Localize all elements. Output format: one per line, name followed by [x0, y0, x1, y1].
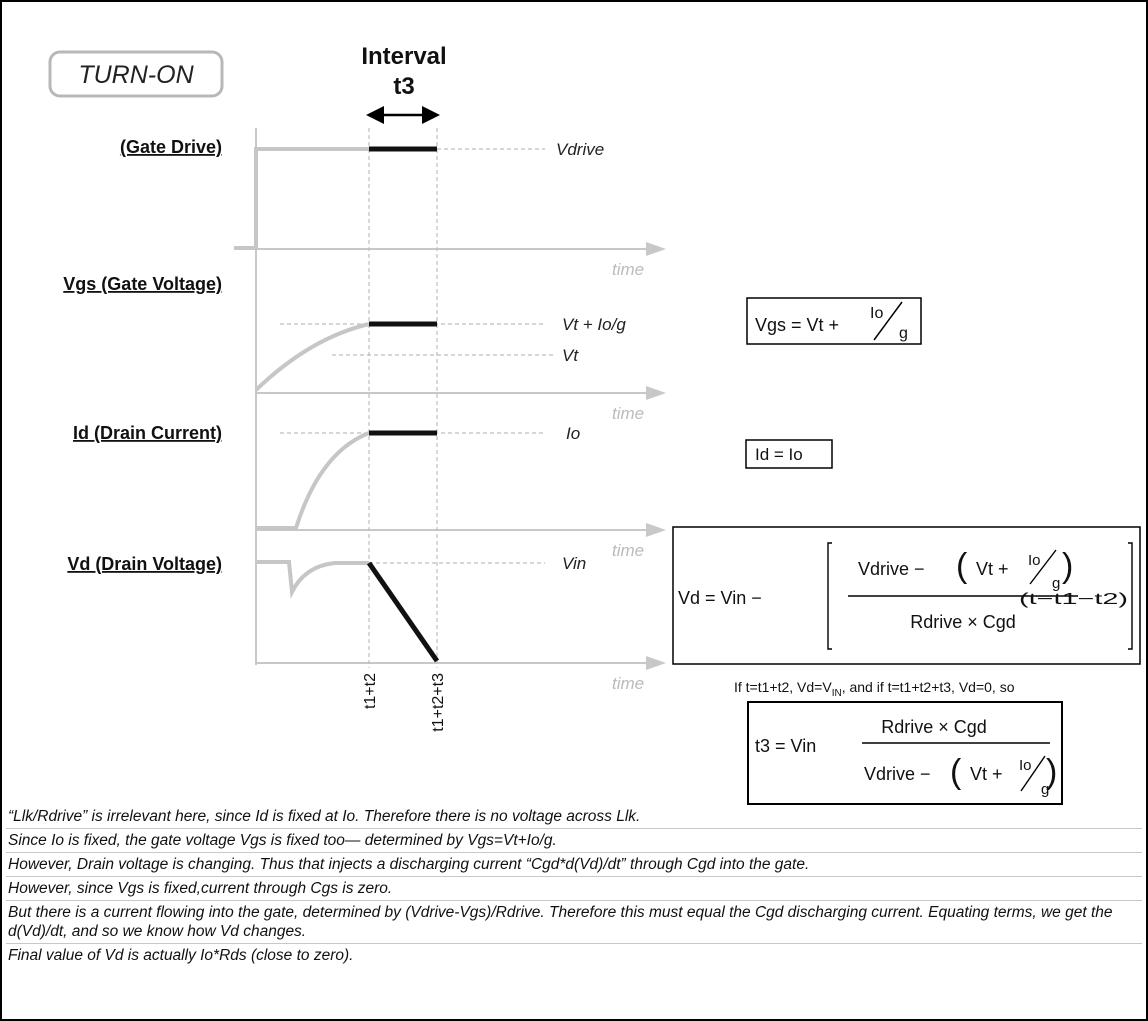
time-axis-3	[256, 523, 666, 537]
eq-t3-paren-open: (	[950, 753, 962, 791]
explanation-notes	[6, 805, 1142, 967]
time-label-4: time	[612, 674, 645, 693]
label-vgs: Vgs (Gate Voltage)	[63, 274, 222, 294]
equation-vgs	[747, 298, 921, 344]
level-label-vin: Vin	[562, 554, 587, 573]
time-label-2: time	[612, 404, 645, 423]
eq-t3-den-b: Vt +	[970, 764, 1003, 784]
eq-id-text: Id = Io	[755, 445, 803, 464]
vd-pre-waveform	[256, 562, 369, 592]
note-2: Since Io is fixed, the gate voltage Vgs is fixed too— determined by Vgs=Vt+Io/g.	[6, 829, 1142, 853]
note-3: However, Drain voltage is changing. Thus that injects a discharging current “Cgd*d(Vd)/dt” through Cgd into the gate.	[6, 853, 1142, 877]
interval-label-line2: t3	[393, 73, 415, 100]
level-label-vdrive: Vdrive	[556, 140, 605, 159]
time-axis-1	[256, 242, 666, 256]
note-6: Final value of Vd is actually Io*Rds (close to zero).	[8, 947, 354, 964]
eq-vd-tail: (t−t1−t2)	[1019, 591, 1128, 608]
eq-vgs-lhs: Vgs = Vt +	[755, 315, 840, 335]
level-label-vt: Vt	[562, 346, 579, 365]
interval-label-line1: Interval	[361, 43, 447, 70]
eq-vd-lhs: Vd = Vin −	[678, 588, 762, 608]
eq-t3-io: Io	[1019, 757, 1032, 774]
eq-vd-paren-open: (	[956, 547, 968, 585]
vgs-rise-waveform	[256, 324, 369, 390]
eq-t3-num: Rdrive × Cgd	[881, 717, 987, 737]
note-5: But there is a current flowing into the gate, determined by (Vdrive-Vgs)/Rdrive. Therefore this must equal the Cgd discharging current. Equating terms, we get the d(Vd)/dt, and so we know how Vd changes.	[6, 901, 1142, 944]
eq-t3-lhs: t3 = Vin	[755, 736, 817, 756]
gate-drive-waveform	[234, 149, 369, 248]
level-label-io: Io	[566, 424, 581, 443]
title-text: TURN-ON	[78, 61, 194, 89]
eq-vd-g: g	[1052, 575, 1061, 592]
time-label-3: time	[612, 541, 645, 560]
level-label-vt-io-g: Vt + Io/g	[562, 315, 626, 334]
condition-text: If t=t1+t2, $Vd=V_{IN}$, and if t=t1+t2+t3, Vd=0, so	[734, 679, 1015, 699]
eq-vd-paren-close: )	[1062, 547, 1074, 585]
eq-t3-den-a: Vdrive −	[864, 764, 931, 784]
id-rise-waveform	[256, 433, 369, 528]
equation-t3	[748, 702, 1062, 804]
interval-arrow	[366, 106, 440, 124]
eq-vd-num-a: Vdrive −	[858, 559, 925, 579]
eq-vgs-num: Io	[870, 305, 884, 322]
equation-id	[746, 440, 832, 468]
eq-t3-g: g	[1041, 781, 1050, 798]
note-4: However, since Vgs is fixed,current through Cgs is zero.	[6, 877, 1142, 901]
label-gate-drive: (Gate Drive)	[119, 137, 222, 157]
time-axis-4	[256, 656, 666, 670]
eq-vd-num-b: Vt +	[976, 559, 1009, 579]
eq-vd-den: Rdrive × Cgd	[910, 612, 1016, 632]
eq-vd-io: Io	[1028, 552, 1041, 569]
tick-t1-t2: t1+t2	[362, 673, 379, 710]
note-1: “Llk/Rdrive” is irrelevant here, since Id is fixed at Io. Therefore there is no voltage across Llk.	[6, 805, 1142, 829]
tick-t1-t2-t3: t1+t2+t3	[430, 673, 447, 732]
label-id: Id (Drain Current)	[72, 423, 222, 443]
time-label-1: time	[612, 260, 645, 279]
time-axis-2	[256, 386, 666, 400]
equation-vd	[673, 527, 1140, 664]
label-vd: Vd (Drain Voltage)	[67, 554, 222, 574]
eq-vgs-den: g	[899, 325, 908, 342]
eq-t3-paren-close: )	[1046, 753, 1058, 791]
vd-t3-segment	[369, 563, 437, 661]
